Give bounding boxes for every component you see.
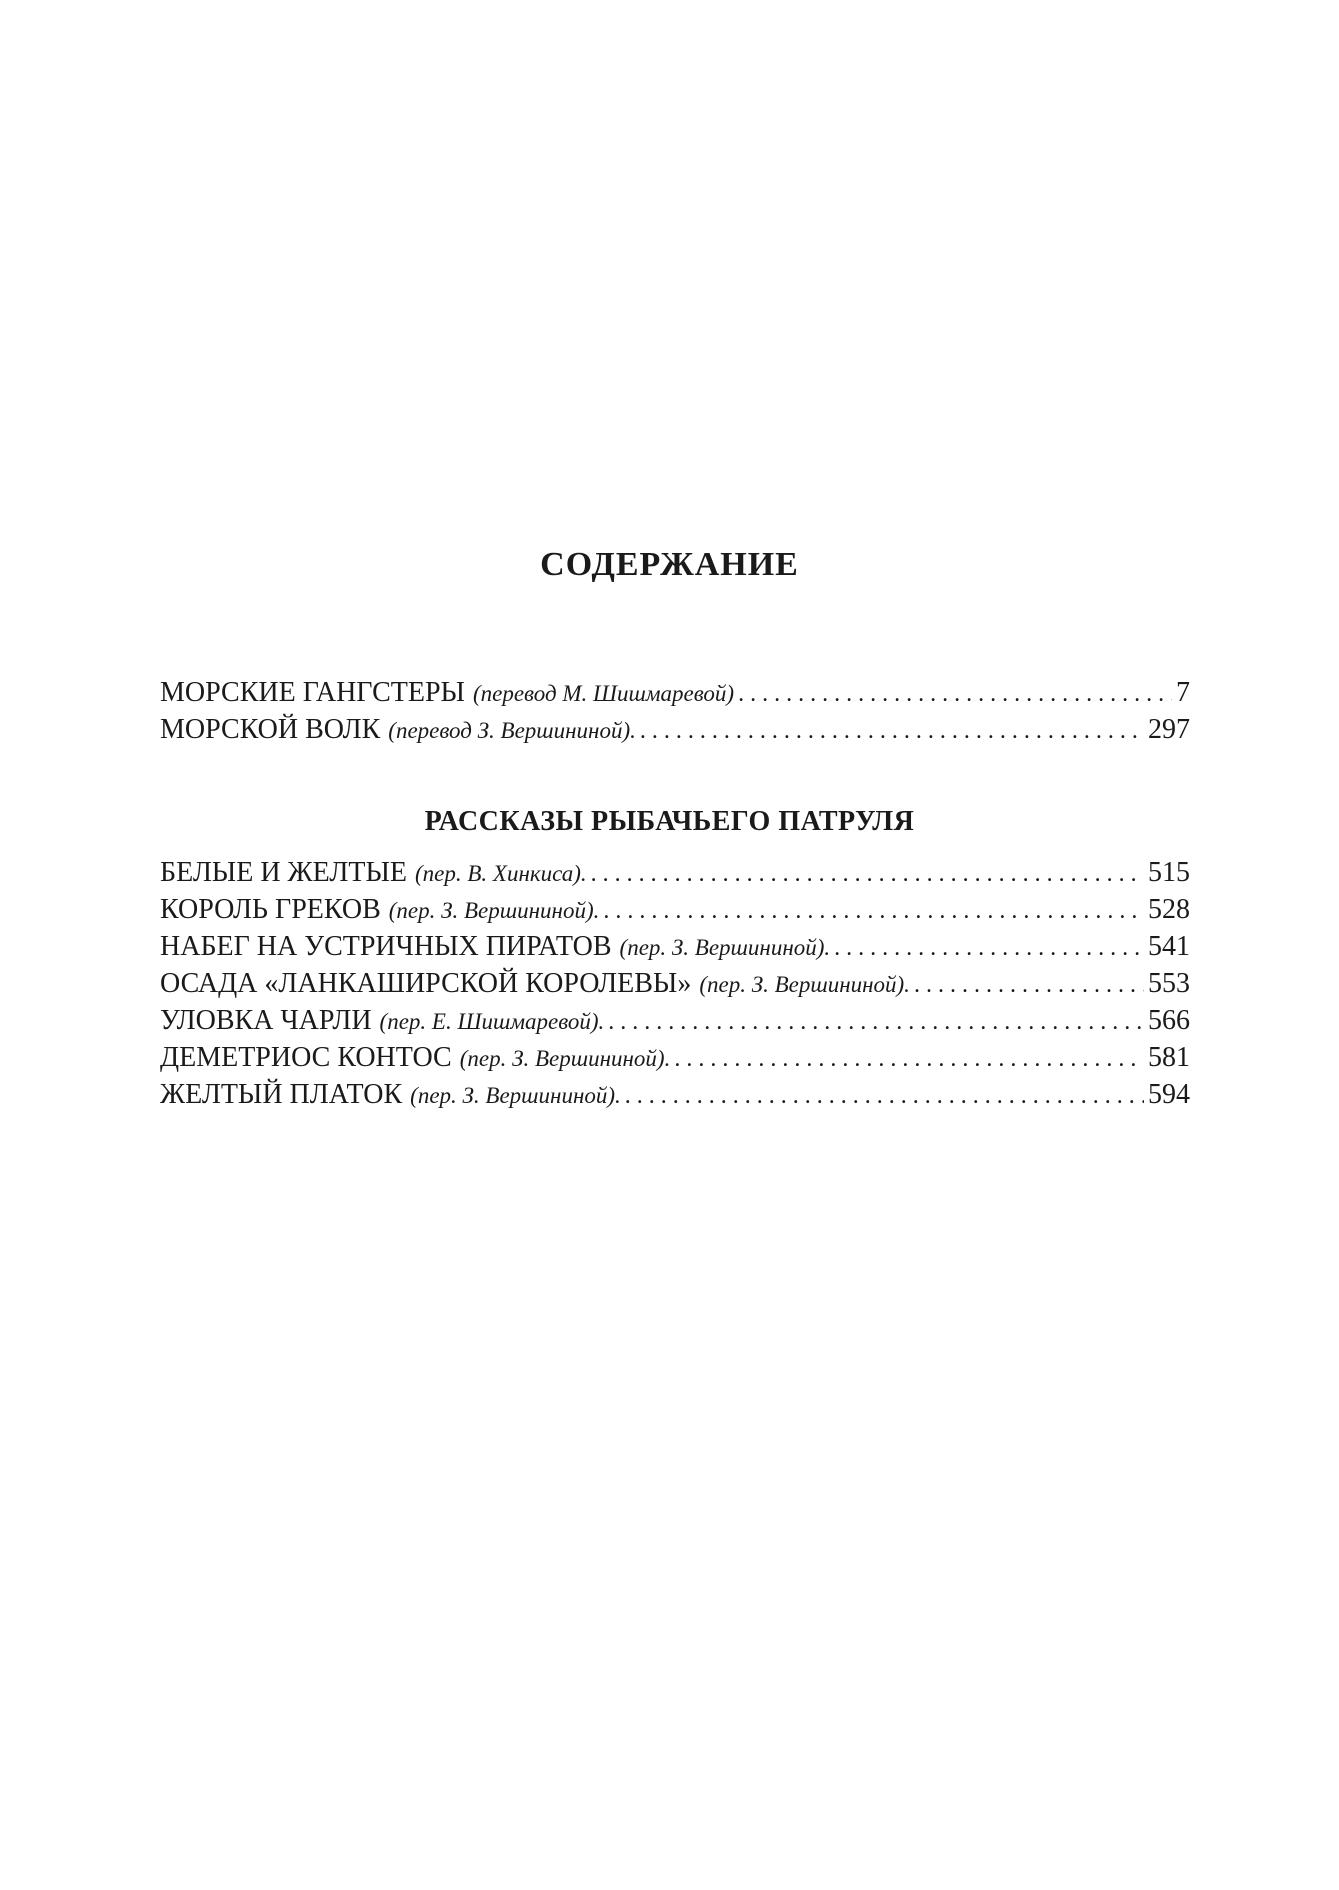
toc-entry-page: 581 <box>1148 1042 1190 1073</box>
toc-entry-translator: (перевод З. Вершининой). <box>388 718 636 743</box>
toc-entry-translator: (пер. Е. Шишмаревой). <box>379 1009 605 1034</box>
toc-entry[interactable] <box>160 928 1190 965</box>
toc-entry-page: 594 <box>1148 1079 1190 1110</box>
toc-entry-title: МОРСКИЕ ГАНГСТЕРЫ <box>160 677 465 708</box>
toc-entry-title: ЖЕЛТЫЙ ПЛАТОК <box>160 1079 403 1110</box>
page-title: СОДЕРЖАНИЕ <box>540 545 799 583</box>
toc-entry[interactable] <box>160 1002 1190 1039</box>
toc-entry-page: 528 <box>1148 894 1190 925</box>
toc-entry-page: 515 <box>1148 857 1190 888</box>
toc-stories-list <box>160 854 1190 1113</box>
toc-entry[interactable] <box>160 854 1190 891</box>
dot-leader <box>640 713 1144 748</box>
toc-entry-title: БЕЛЫЕ И ЖЕЛТЫЕ <box>160 857 407 888</box>
toc-entry-translator: (пер. З. Вершининой). <box>699 972 910 997</box>
toc-entry-title: ОСАДА «ЛАНКАШИРСКОЙ КОРОЛЕВЫ» <box>160 968 692 999</box>
toc-entry-title: НАБЕГ НА УСТРИЧНЫХ ПИРАТОВ <box>160 931 612 962</box>
dot-leader <box>674 1041 1144 1076</box>
toc-entry-page: 541 <box>1148 931 1190 962</box>
section-title: РАССКАЗЫ РЫБАЧЬЕГО ПАТРУЛЯ <box>424 806 915 838</box>
toc-entry-translator: (перевод М. Шишмаревой) <box>472 681 735 706</box>
toc-entry-title: КОРОЛЬ ГРЕКОВ <box>160 894 381 925</box>
toc-entry-translator: (пер. В. Хинкиса). <box>414 861 587 886</box>
toc-entry[interactable] <box>160 965 1190 1002</box>
toc-entry-title: МОРСКОЙ ВОЛК <box>160 714 381 745</box>
dot-leader <box>914 967 1144 1002</box>
dot-leader <box>603 893 1144 928</box>
toc-entry-title: УЛОВКА ЧАРЛИ <box>160 1005 372 1036</box>
toc-entry-page: 566 <box>1148 1005 1190 1036</box>
toc-entry[interactable] <box>160 1076 1190 1113</box>
toc-main-list <box>160 674 1190 748</box>
toc-entry-page: 553 <box>1148 968 1190 999</box>
toc-entry-title: ДЕМЕТРИОС КОНТОС <box>160 1042 452 1073</box>
dot-leader <box>608 1004 1144 1039</box>
toc-entry[interactable] <box>160 1039 1190 1076</box>
dot-leader <box>591 856 1144 891</box>
toc-entry-translator: (пер. З. Вершининой). <box>619 935 831 960</box>
toc-entry-translator: (пер. З. Вершининой). <box>410 1083 621 1108</box>
toc-entry[interactable] <box>160 674 1190 711</box>
toc-entry-page: 297 <box>1148 714 1190 745</box>
toc-entry-translator: (пер. З. Вершининой). <box>388 898 600 923</box>
toc-entry-page: 7 <box>1176 677 1190 708</box>
toc-entry[interactable] <box>160 891 1190 928</box>
dot-leader <box>834 930 1144 965</box>
dot-leader <box>738 676 1172 711</box>
toc-entry[interactable] <box>160 711 1190 748</box>
dot-leader <box>625 1078 1144 1113</box>
toc-entry-translator: (пер. З. Вершининой). <box>459 1046 671 1071</box>
